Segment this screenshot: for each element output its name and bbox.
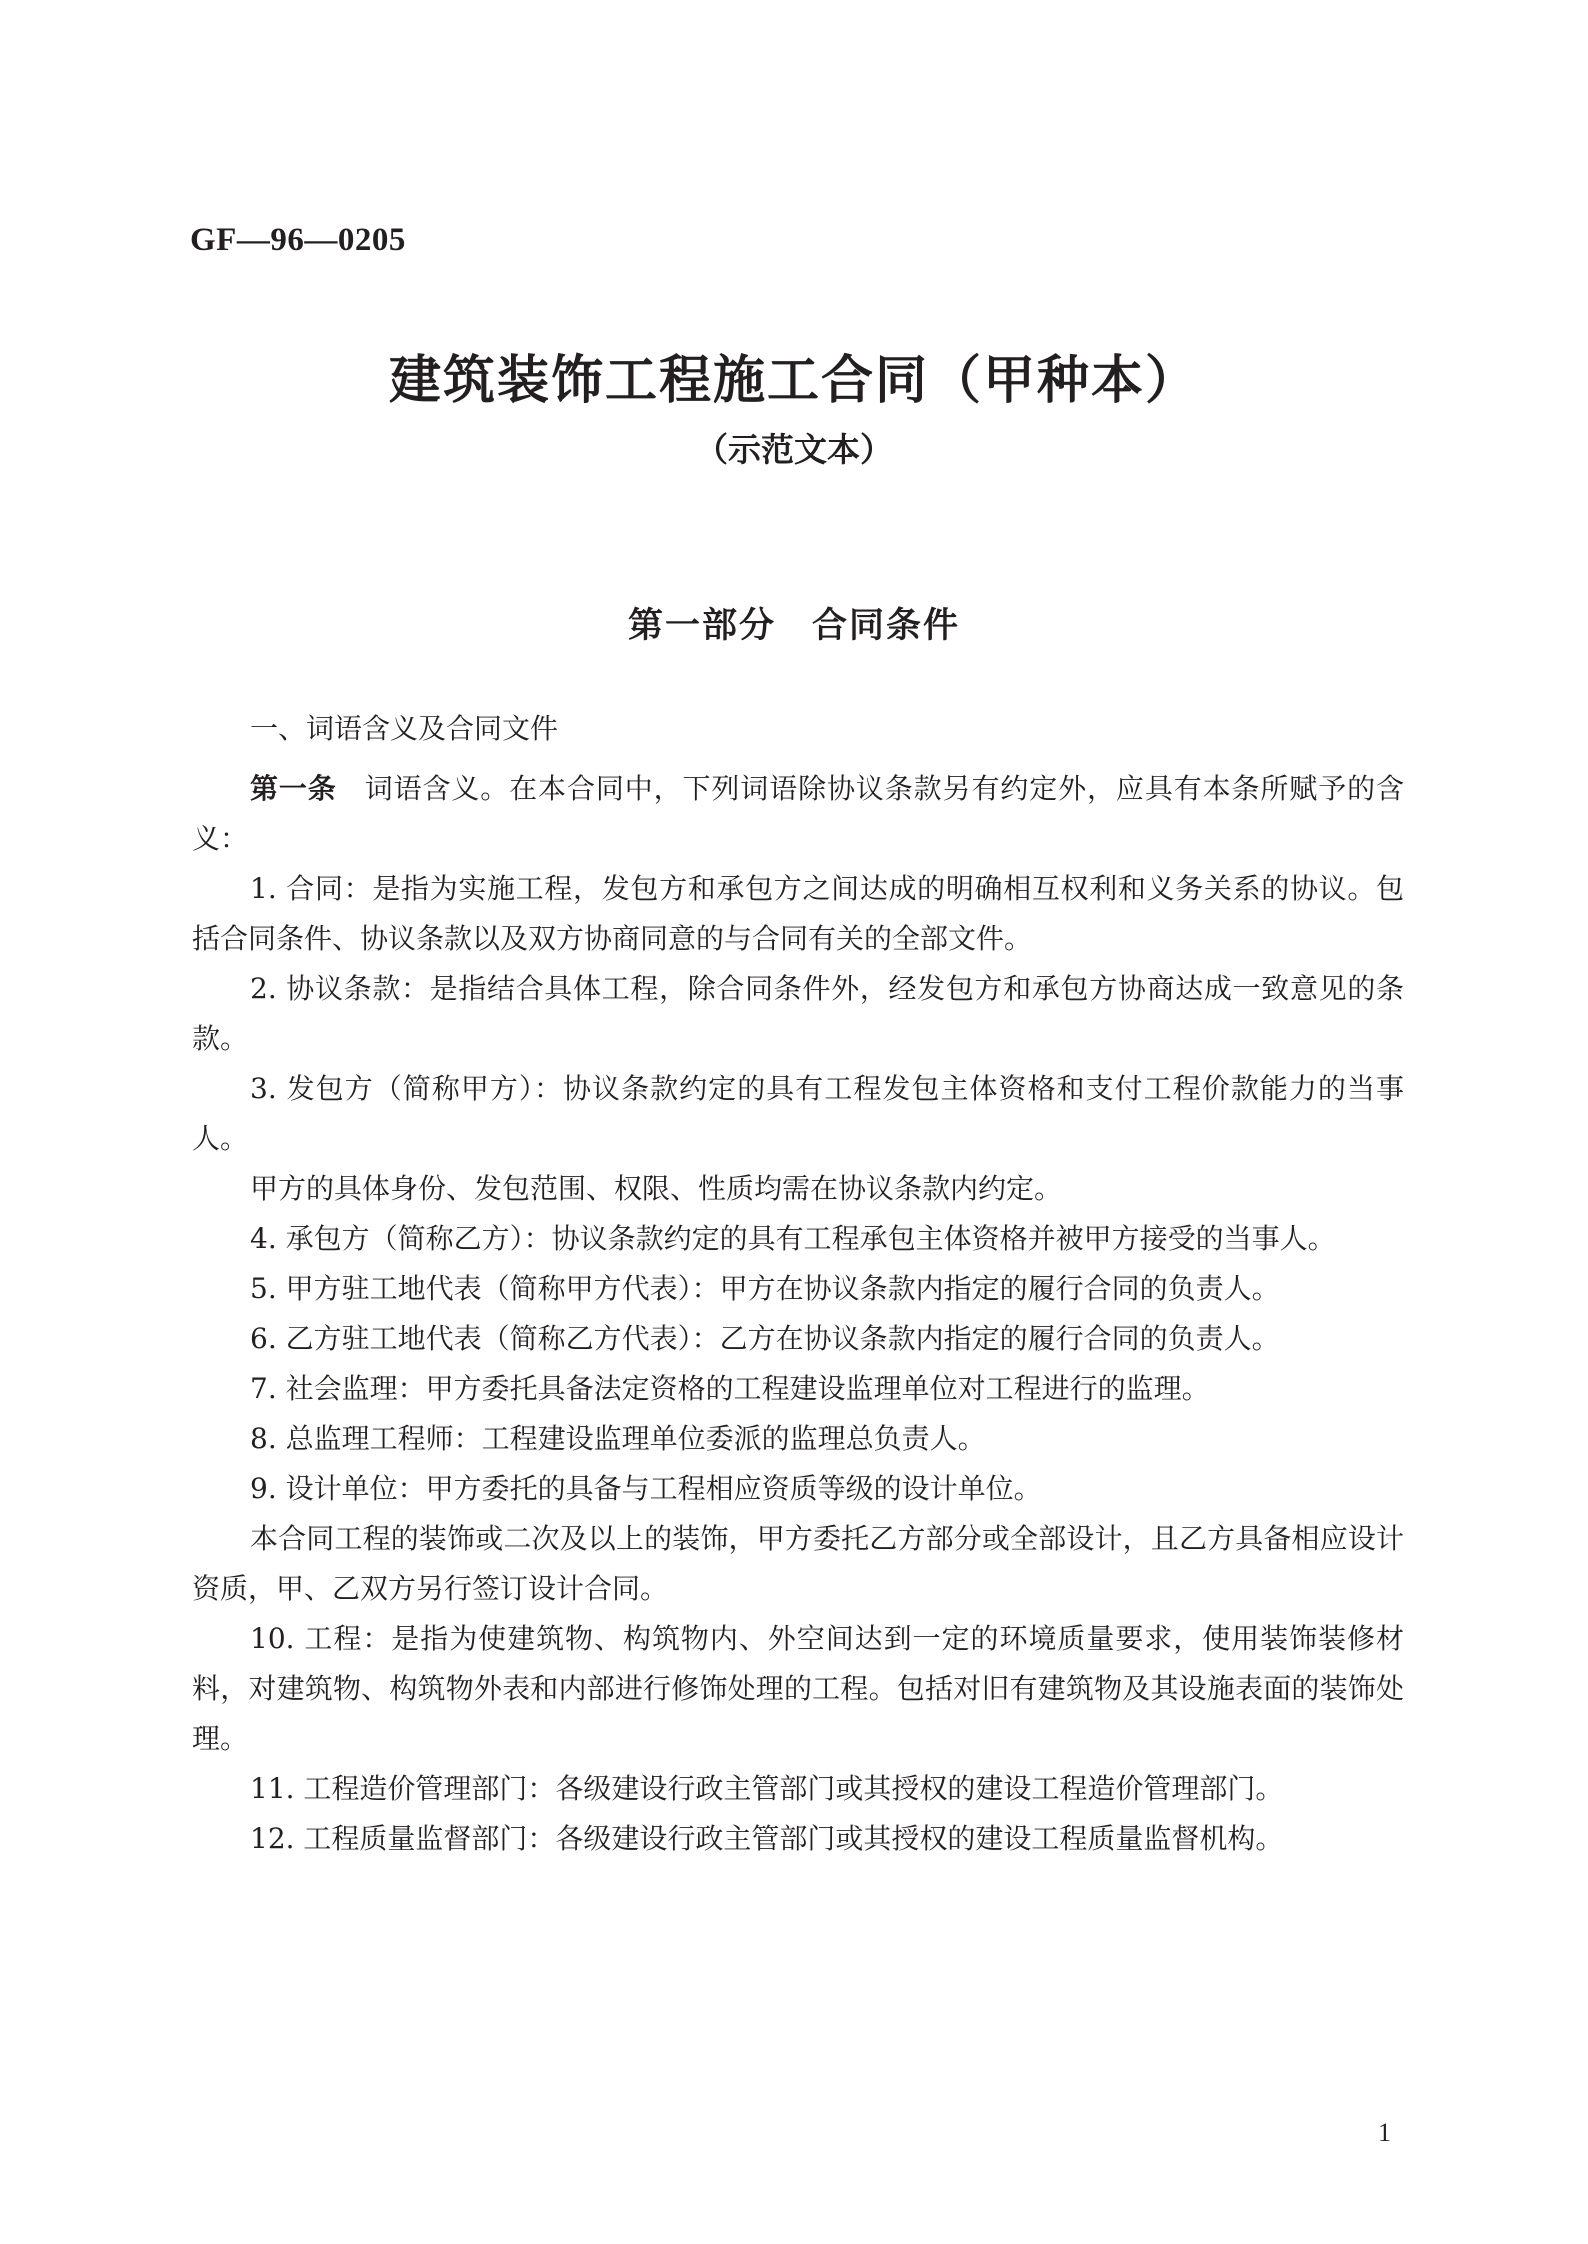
clause-item: 10. 工程：是指为使建筑物、构筑物内、外空间达到一定的环境质量要求，使用装饰装修材料，对建筑物、构筑物外表和内部进行修饰处理的工程。包括对旧有建筑物及其设施表面的装饰处理。	[192, 1622, 1404, 1755]
clause-item: 1. 合同：是指为实施工程，发包方和承包方之间达成的明确相互权利和义务关系的协议。包括合同条件、协议条款以及双方协商同意的与合同有关的全部文件。	[192, 872, 1404, 955]
article-label: 第一条	[250, 772, 337, 805]
clause-item: 本合同工程的装饰或二次及以上的装饰，甲方委托乙方部分或全部设计，且乙方具备相应设计资质，甲、乙双方另行签订设计合同。	[192, 1522, 1404, 1605]
clause-item: 11. 工程造价管理部门：各级建设行政主管部门或其授权的建设工程造价管理部门。	[250, 1772, 1284, 1805]
part-name: 合同条件	[812, 606, 961, 646]
document-subtitle: （示范文本）	[695, 430, 893, 469]
part-heading	[0, 598, 1588, 648]
section-title: 一、词语含义及合同文件	[250, 712, 559, 745]
clause-item: 4. 承包方（简称乙方）：协议条款约定的具有工程承包主体资格并被甲方接受的当事人。	[250, 1222, 1336, 1255]
clause-item: 3. 发包方（简称甲方）：协议条款约定的具有工程发包主体资格和支付工程价款能力的当事人。	[192, 1072, 1404, 1155]
clause-item: 2. 协议条款：是指结合具体工程，除合同条件外，经发包方和承包方协商达成一致意见的条款。	[192, 972, 1404, 1055]
page-number: 1	[1378, 2118, 1391, 2147]
document-title: 建筑装饰工程施工合同（甲种本）	[388, 351, 1199, 411]
clause-item: 12. 工程质量监督部门：各级建设行政主管部门或其授权的建设工程质量监督机构。	[250, 1822, 1284, 1855]
article-paragraph	[192, 764, 1404, 864]
clause-item: 9. 设计单位：甲方委托的具备与工程相应资质等级的设计单位。	[250, 1472, 1042, 1505]
contract-body	[192, 704, 1404, 1864]
clause-item: 6. 乙方驻工地代表（简称乙方代表）：乙方在协议条款内指定的履行合同的负责人。	[250, 1322, 1280, 1355]
article-text: 词语含义。在本合同中，下列词语除协议条款另有约定外，应具有本条所赋予的含义：	[192, 772, 1404, 855]
part-number: 第一部分	[627, 606, 776, 646]
clause-item: 7. 社会监理：甲方委托具备法定资格的工程建设监理单位对工程进行的监理。	[250, 1372, 1210, 1405]
clause-item: 甲方的具体身份、发包范围、权限、性质均需在协议条款内约定。	[250, 1172, 1063, 1205]
clause-item: 5. 甲方驻工地代表（简称甲方代表）：甲方在协议条款内指定的履行合同的负责人。	[250, 1272, 1280, 1305]
clause-item: 8. 总监理工程师：工程建设监理单位委派的监理总负责人。	[250, 1422, 986, 1455]
standard-code: GF—96—0205	[190, 222, 406, 258]
